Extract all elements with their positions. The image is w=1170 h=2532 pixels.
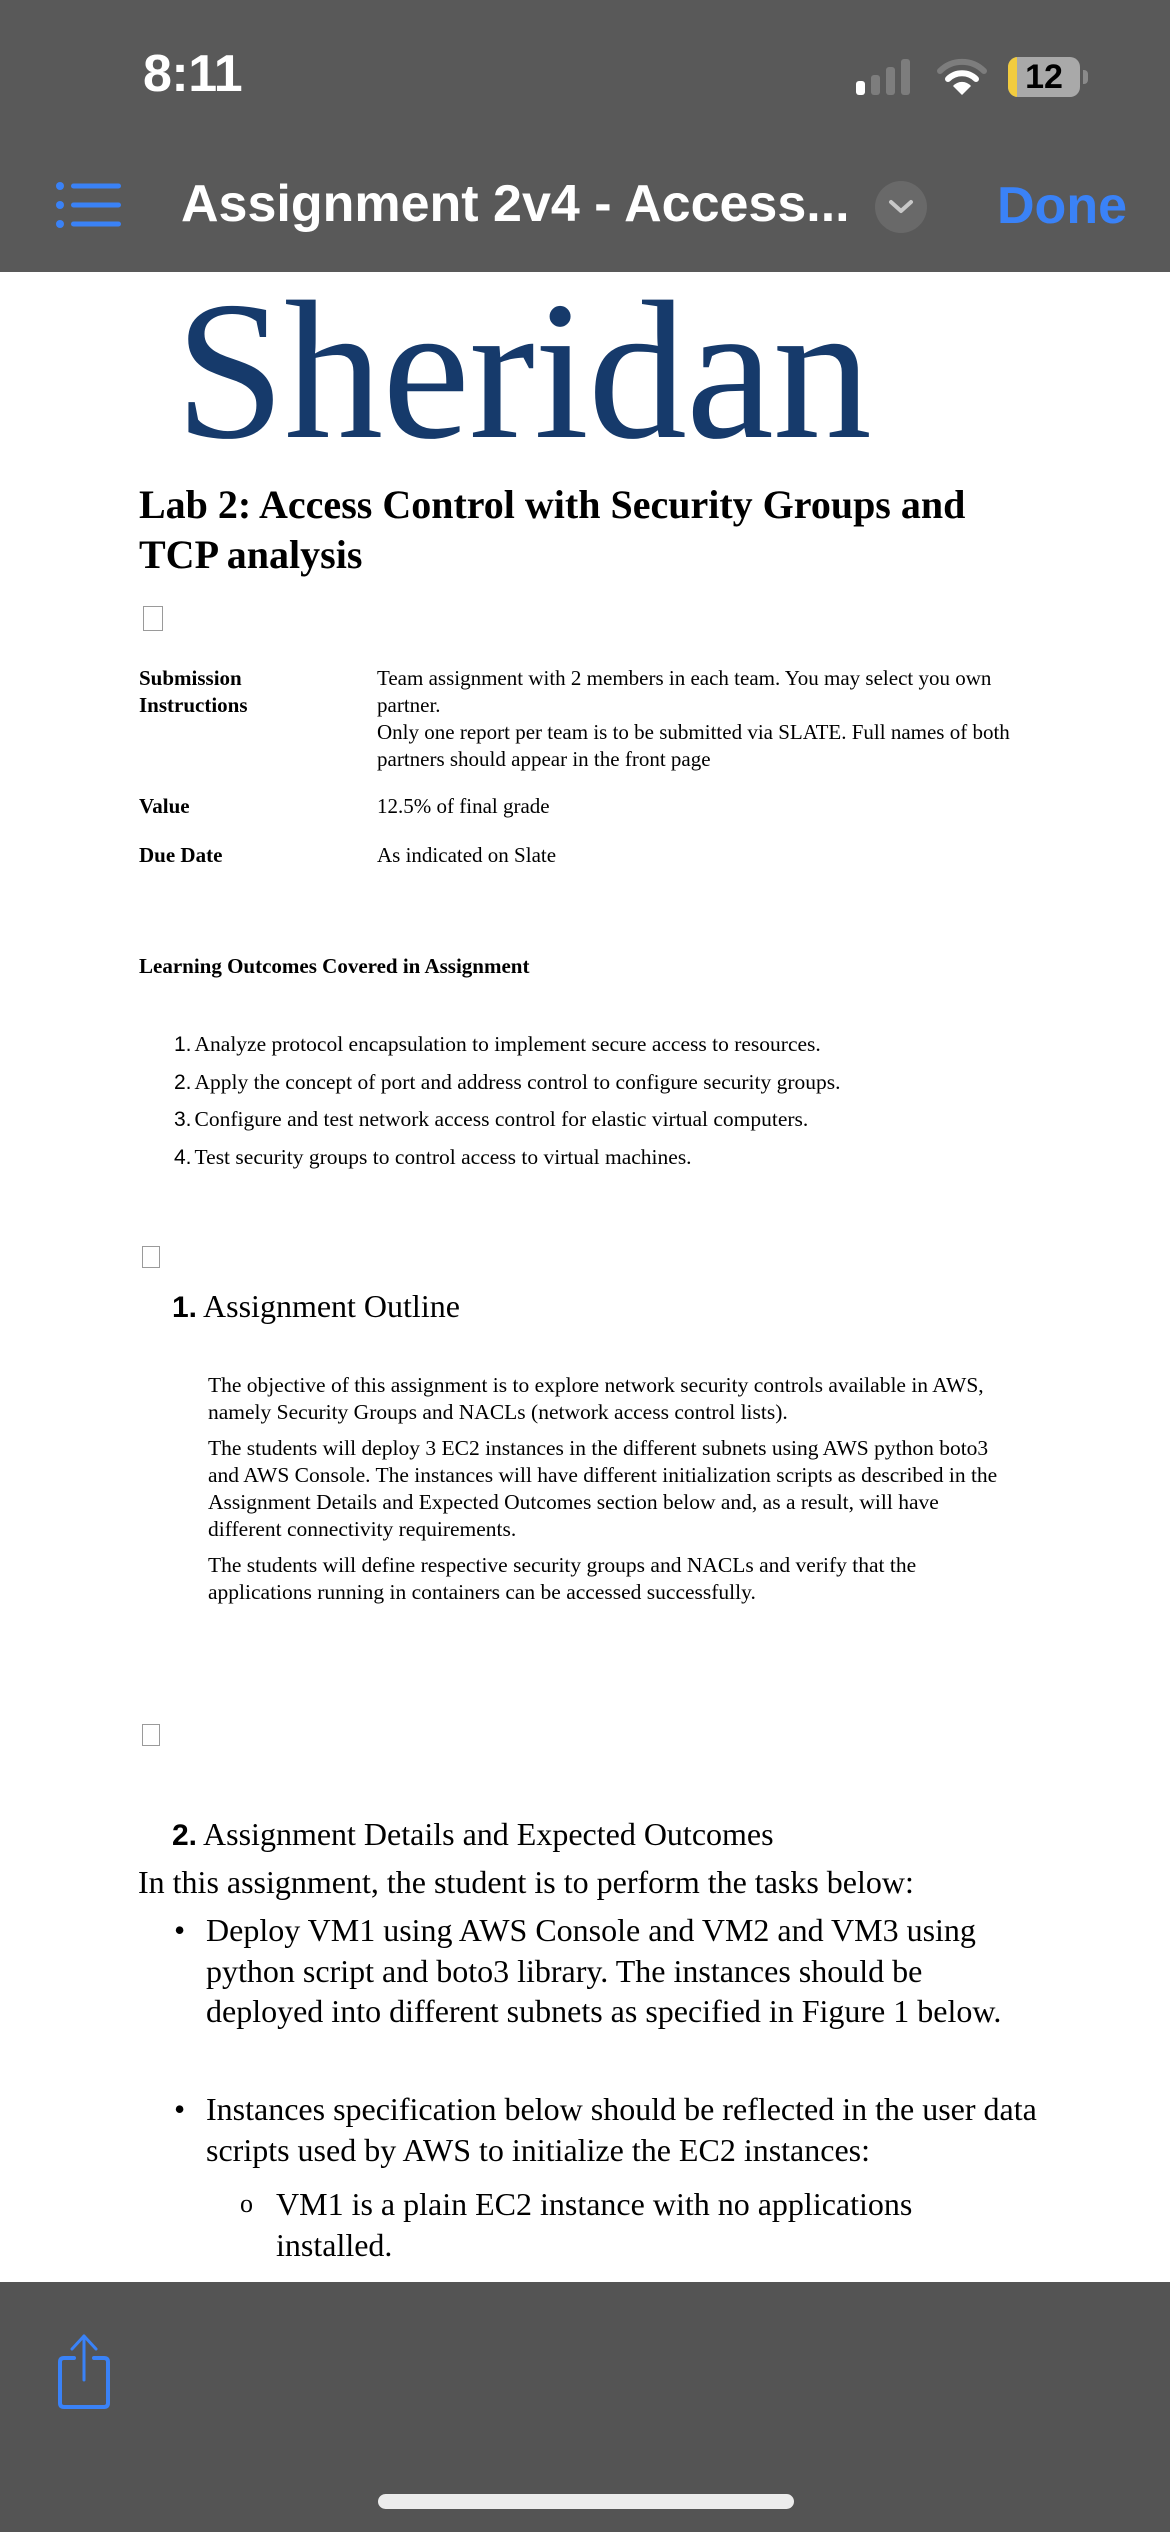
home-indicator[interactable] xyxy=(378,2494,794,2509)
document-title[interactable]: Assignment 2v4 - Access... xyxy=(181,175,850,233)
missing-image-placeholder xyxy=(142,1246,160,1268)
task-bullet-text: Instances specification below should be reflected in the user data scripts used by AWS to initialize the EC2 instances: xyxy=(206,2091,1037,2168)
info-value-due-date: As indicated on Slate xyxy=(377,843,557,867)
sub-bullet-mark: o xyxy=(240,2189,253,2218)
section-1-heading xyxy=(172,1286,460,1328)
top-chrome xyxy=(0,0,1170,272)
learning-outcomes-heading: Learning Outcomes Covered in Assignment xyxy=(139,954,530,978)
submission-line-2: Only one report per team is to be submitted via SLATE. Full names of both partners should appear in the front page xyxy=(377,720,1010,771)
battery-percentage: 12 xyxy=(1025,57,1063,96)
wifi-icon xyxy=(937,58,987,96)
outline-list-button[interactable] xyxy=(54,180,122,230)
section-1-number: 1. xyxy=(172,1291,198,1324)
section-1-title: Assignment Outline xyxy=(203,1288,460,1324)
bottom-toolbar xyxy=(0,2282,1170,2532)
submission-line-1: Team assignment with 2 members in each team. You may select you own partner. xyxy=(377,666,992,717)
lab-title: Lab 2: Access Control with Security Groups and TCP analysis xyxy=(139,482,966,577)
battery-icon xyxy=(1008,57,1080,97)
task-bullet-1 xyxy=(174,1910,1042,2032)
info-label-submission: Submission Instructions xyxy=(139,666,248,717)
section-2-title: Assignment Details and Expected Outcomes xyxy=(203,1816,774,1852)
section-2-heading xyxy=(172,1814,774,1856)
missing-image-placeholder xyxy=(142,1724,160,1746)
pdf-document-page[interactable] xyxy=(0,272,1170,2282)
sub-bullet-text: VM1 is a plain EC2 instance with no applications installed. xyxy=(276,2186,913,2263)
outline-paragraph-3: The students will define respective security groups and NACLs and verify that the applications running in containers can be accessed successfully. xyxy=(208,1553,917,1604)
title-menu-button[interactable] xyxy=(875,181,927,233)
outline-paragraph-2: The students will deploy 3 EC2 instances in the different subnets using AWS python boto3 and AWS Console. The instances will have different initialization scripts as described in the Assignment Details and Expected Outcomes section below and, as a result, will have different connectivity requirements. xyxy=(208,1436,998,1541)
info-value-submission xyxy=(377,665,1037,773)
task-bullet-2 xyxy=(174,2089,1042,2170)
battery-tip xyxy=(1083,70,1088,84)
learning-outcome-item: 2. Apply the concept of port and address control to configure security groups. xyxy=(174,1069,841,1094)
task-bullet-text: Deploy VM1 using AWS Console and VM2 and VM3 using python script and boto3 library. The instances should be deployed into different subnets as specified in Figure 1 below. xyxy=(206,1912,1002,2029)
missing-image-placeholder xyxy=(143,606,163,631)
chevron-down-icon xyxy=(888,199,914,215)
done-button[interactable]: Done xyxy=(997,177,1127,235)
bullet-mark: • xyxy=(174,1912,186,1948)
sheridan-logo: Sheridan xyxy=(175,272,871,480)
list-icon xyxy=(54,180,122,230)
learning-outcome-item: 1. Analyze protocol encapsulation to implement secure access to resources. xyxy=(174,1032,821,1056)
status-time: 8:11 xyxy=(143,45,243,103)
section-2-intro: In this assignment, the student is to perform the tasks below: xyxy=(138,1864,914,1900)
info-label-value: Value xyxy=(139,794,190,818)
cellular-signal-icon xyxy=(856,59,916,95)
outline-paragraph-1: The objective of this assignment is to explore network security controls available in AWS, namely Security Groups and NACLs (network access control lists). xyxy=(208,1373,984,1424)
share-button[interactable] xyxy=(52,2332,116,2412)
info-value-value: 12.5% of final grade xyxy=(377,794,550,818)
info-label-due-date: Due Date xyxy=(139,843,223,867)
bullet-mark: • xyxy=(174,2091,186,2127)
section-2-number: 2. xyxy=(172,1819,198,1852)
share-icon xyxy=(52,2332,116,2412)
learning-outcomes-list xyxy=(174,1026,1054,1176)
learning-outcome-item: 4. Test security groups to control access to virtual machines. xyxy=(174,1144,692,1169)
vm1-sub-bullet xyxy=(240,2184,996,2265)
learning-outcome-item: 3. Configure and test network access control for elastic virtual computers. xyxy=(174,1107,809,1131)
